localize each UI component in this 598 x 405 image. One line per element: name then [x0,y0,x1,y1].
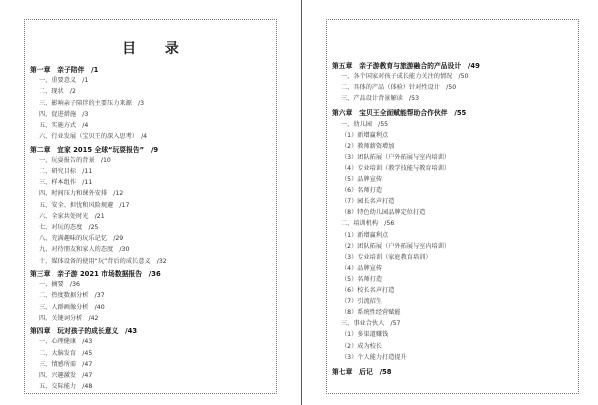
toc-section-entry: （8）系统性经营赋能 [341,309,401,317]
toc-section-entry: （5）名师打造 [341,275,383,283]
toc-section-entry: 三、产品设计背景解读 /53 [341,95,420,103]
toc-chapter-entry: 第四章 玩对孩子的成长意义 /43 [30,327,138,336]
toc-chapter-entry: 第二章 宜家 2015 全球“玩耍报告” /9 [30,145,159,154]
toc-section-entry: 五、安全、担忧和风险规避 /17 [39,201,130,209]
toc-section-entry: 一、心理健康 /43 [39,338,93,346]
toc-section-entry: （1）新增赢利点 [341,231,389,239]
toc-chapter-entry: 第三章 亲子游 2021 市场数据报告 /36 [30,270,161,278]
toc-section-entry: 二、现状 /2 [39,88,76,96]
toc-section-entry: 六、全家共处时光 /21 [39,212,105,220]
toc-section-entry: （2）教师薪资增加 [341,142,395,150]
toc-section-entry: （2）团队拓展（户外拓展与室内培训） [341,242,451,250]
toc-section-entry: （4）品牌宣传 [341,264,383,272]
toc-section-entry: 一、幼儿园 /55 [341,120,389,128]
toc-section-entry: 十、媒体设备的使用“玩”背后的成长意义 /32 [39,257,167,265]
toc-title: 目 录 [122,41,191,57]
toc-section-entry: （8）特色幼儿园品牌定位打造 [341,209,426,217]
toc-section-entry: 四、促进措施 /3 [39,110,89,118]
toc-section-entry: 五、实施方式 /4 [39,122,89,129]
toc-section-entry: （1）新增赢利点 [341,131,389,139]
toc-section-entry: 一、各个国家对孩子成长能力关注的情况 /50 [341,73,469,81]
toc-section-entry: 五、交际能力 /48 [39,383,93,391]
toc-chapter-entry: 第五章 亲子游教育与旅游融合的产品设计 /49 [332,62,480,70]
toc-section-entry: （3）专业培训（家庭教育培训） [341,253,432,261]
toc-section-entry: （6）校长名声打造 [341,287,395,294]
toc-section-entry: 四、时间压力和课外安排 /12 [39,190,124,198]
toc-section-entry: 三、情感所需 /47 [39,360,93,368]
toc-chapter-entry: 第六章 宝贝王全面赋能帮助合作伙伴 /55 [332,109,467,118]
right-page [326,19,579,394]
toc-section-entry: （3）个人能力打造提升 [341,353,407,361]
toc-chapter-entry: 第一章 亲子陪伴 /1 [30,66,99,74]
toc-section-entry: 三、人群画像分析 /40 [39,303,105,311]
toc-section-entry: （1）多渠道赚钱 [341,331,389,339]
toc-section-entry: （7）园长名声打造 [341,198,395,206]
toc-chapter-entry: 第七章 后记 /58 [332,367,392,376]
toc-section-entry: 九、对待朋友和家人的态度 /30 [39,246,130,254]
toc-section-entry: （5）品牌宣传 [341,176,383,183]
toc-section-entry: 一、重要意义 /1 [39,77,89,85]
toc-section-entry: 三、样本组作 /11 [39,179,93,187]
book-spine [301,0,302,405]
toc-section-entry: （4）专业培训（教学技能与教育培训） [341,164,451,172]
toc-section-entry: 二、大脑发育 /45 [39,349,93,357]
toc-section-entry: （2）成为校长 [341,342,383,350]
toc-section-entry: 二、热度数据分析 /37 [39,292,105,300]
toc-section-entry: （7）引流招生 [341,298,383,306]
toc-section-entry: （6）名师打造 [341,187,383,195]
toc-section-entry: 三、影响亲子陪伴的主要压力来源 /3 [39,99,145,107]
toc-section-entry: （3）团队拓展（户外拓展与室内培训） [341,153,451,161]
toc-section-entry: 二、研究目标 /11 [39,168,93,175]
left-page [24,19,277,394]
toc-section-entry: 二、培训机构 /56 [341,220,395,228]
toc-section-entry: 七、对玩的态度 /25 [39,224,99,231]
toc-section-entry: 二、具体的产品（体验）针对性设计 /50 [341,84,457,92]
toc-section-entry: 八、充满趣味的玩乐记忆 /29 [39,235,124,243]
toc-section-entry: 四、兴趣激发 /47 [39,372,93,379]
toc-section-entry: 六、行业发展（宝贝王的深入思考） /4 [39,133,148,141]
toc-section-entry: 一、玩耍报告的背景 /10 [39,156,111,164]
toc-section-entry: 一、摘要 /36 [39,281,80,289]
toc-section-entry: 三、事业合伙人 /57 [341,320,401,328]
toc-section-entry: 四、关键词分析 /42 [39,314,99,322]
